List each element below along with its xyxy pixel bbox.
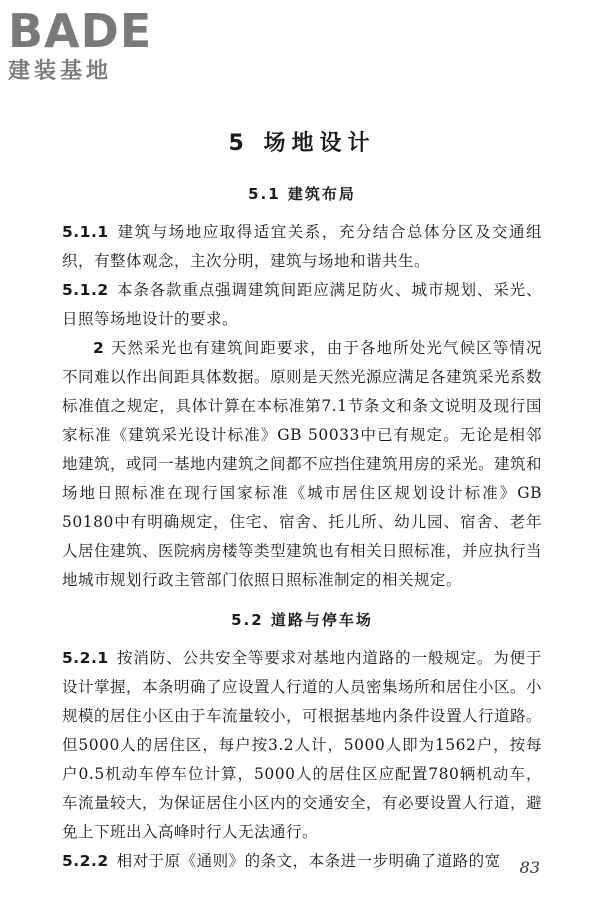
clause-text: 建筑与场地应取得适宜关系，充分结合总体分区及交通组织，有整体观念，主次分明，建筑与场地和谐共生。 [62, 223, 542, 270]
clause [62, 276, 542, 334]
logo-subtitle: 建装基地 [8, 59, 113, 84]
clause-text: 本条各款重点强调建筑间距应满足防火、城市规划、采光、日照等场地设计的要求。 [62, 281, 542, 328]
clause-text: 相对于原《通则》的条文，本条进一步明确了道路的宽 [116, 852, 501, 870]
clause [62, 644, 542, 847]
publisher-logo [8, 6, 188, 86]
page-content [62, 118, 542, 876]
clause-text: 天然采光也有建筑间距要求，由于各地所处光气候区等情况不同难以作出间距具体数据。原则是天然光源应满足各建筑采光系数标准值之规定，具体计算在本标准第7.1节条文和条文说明及现行国家标准《建筑采光设计标准》GB 50033中已有规定。无论是相邻地建筑，或同一基地内建筑之间都不应挡住建筑用房的采光。建筑和场地日照标准在现行国家标准《城市居住区规划设计标准》GB 50180中有明确规定，住宅、宿舍、托儿所、幼儿园、宿舍、老年人居住建筑、医院病房楼等类型建筑也有相关日照标准，并应执行当地城市规划行政主管部门依照日照标准制定的相关规定。 [62, 339, 543, 589]
section-title: 5.1 建筑布局 [248, 185, 356, 203]
clause [62, 218, 542, 276]
clause-text: 按消防、公共安全等要求对基地内道路的一般规定。为便于设计掌握，本条明确了应设置人行道的人员密集场所和居住小区。小规模的居住小区由于车流量较小，可根据基地内条件设置人行道路。但5000人的居住区，每户按3.2人计，5000人即为1562户，按每户0.5机动车停车位计算，5000人的居住区应配置780辆机动车，车流量较大，为保证居住小区内的交通安全，有必要设置人行道，避免上下班出入高峰时行人无法通行。 [62, 649, 543, 841]
page-number: 83 [519, 858, 540, 877]
clause-number: 5.2.2 [62, 852, 109, 870]
clause-number: 5.1.1 [62, 223, 109, 241]
clause-number: 5.1.2 [62, 281, 109, 299]
clause-item [62, 334, 542, 595]
chapter-title: 5 场地设计 [228, 131, 376, 156]
clause-number: 5.2.1 [62, 649, 109, 667]
item-number: 2 [93, 339, 105, 357]
logo-wordmark: BADE [8, 4, 153, 58]
section-title: 5.2 道路与停车场 [231, 611, 373, 629]
clause [62, 847, 542, 876]
